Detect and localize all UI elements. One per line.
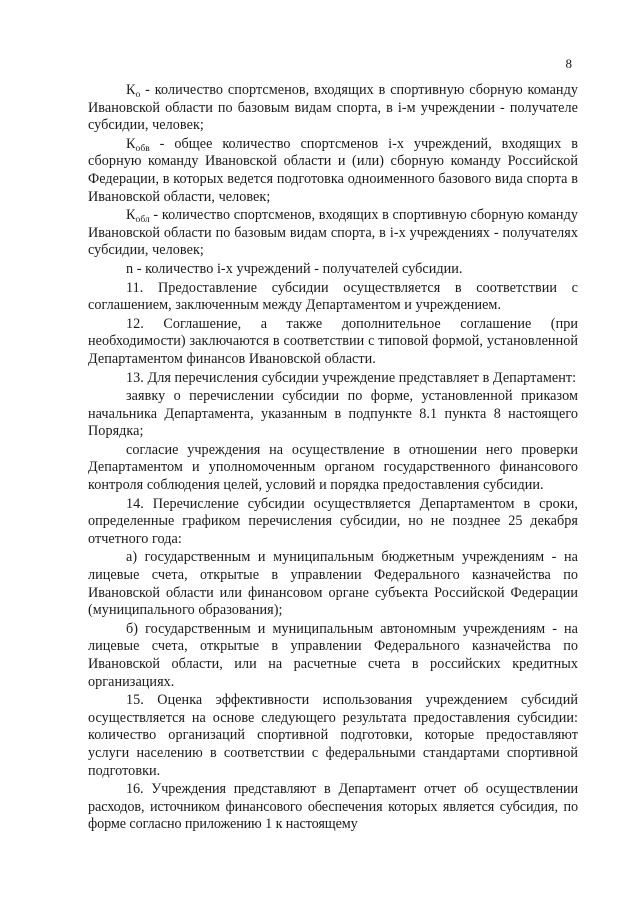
paragraph-n-definition: n - количество i-х учреждений - получателей субсидии. [126, 260, 463, 277]
paragraph-item-15: 15. Оценка эффективности использования учреждением субсидий осуществляется на основе следующего результата предоставления субсидии: количество организаций спортивной подготовки, которые предоставляют услуги населению в соответствии с федеральными стандартами спортивной подготовки. [88, 692, 578, 779]
document-body [88, 82, 578, 835]
symbol-subscript: обв [135, 143, 150, 154]
definition-text: - количество спортсменов, входящих в спортивную сборную команду Ивановской области по базовым видам спорта, в i-м учреждении - получателе субсидии, человек; [88, 82, 578, 134]
paragraph-kobl-definition [88, 207, 578, 260]
page-number: 8 [565, 56, 572, 71]
definition-text: - общее количество спортсменов i-х учреждений, входящих в сборную команду Ивановской области и (или) сборную команду Российской Федерации, в которых ведется подготовка одноименного базового вида спорта в Ивановской области, человек; [88, 135, 578, 205]
paragraph-item-11: 11. Предоставление субсидии осуществляется в соответствии с соглашением, заключенным между Департаментом и учреждением. [88, 279, 578, 314]
paragraph-item-14b: б) государственным и муниципальным автономным учреждениям - на лицевые счета, открытые в управлении Федерального казначейства по Ивановской области, или на расчетные счета в российских кредитных организациях. [88, 620, 578, 690]
paragraph-item-14: 14. Перечисление субсидии осуществляется Департаментом в сроки, определенные графиком перечисления субсидии, но не позднее 25 декабря отчетного года: [88, 495, 578, 547]
paragraph-item-13: 13. Для перечисления субсидии учреждение представляет в Департамент: [126, 369, 577, 386]
symbol-k: К [126, 135, 136, 152]
paragraph-item-13-application: заявку о перечислении субсидии по форме, установленной приказом начальника Департамента, указанным в подпункте 8.1 пункта 8 настоящего Порядка; [88, 388, 578, 440]
paragraph-item-16: 16. Учреждения представляют в Департамент отчет об осуществлении расходов, источником финансового обеспечения которых является субсидия, по форме согласно приложению 1 к настоящему [88, 781, 578, 833]
symbol-subscript: о [135, 90, 141, 100]
paragraph-item-12: 12. Соглашение, а также дополнительное соглашение (при необходимости) заключаются в соответствии с типовой формой, установленной Департаментом финансов Ивановской области. [88, 315, 578, 367]
definition-text: - количество спортсменов, входящих в спортивную сборную команду Ивановской области по базовым видам спорта, в i-х учреждениях - получателях субсидии, человек; [88, 207, 578, 259]
symbol-k: К [126, 207, 136, 224]
paragraph-ko-definition [88, 82, 578, 135]
paragraph-item-13-consent: согласие учреждения на осуществление в отношении него проверки Департаментом и уполномоченным органом государственного финансового контроля соблюдения целей, условий и порядка предоставления субсидии. [88, 441, 578, 494]
paragraph-kobv-definition [88, 136, 578, 206]
symbol-subscript: обл [135, 215, 150, 226]
paragraph-item-14a: а) государственным и муниципальным бюджетным учреждениям - на лицевые счета, открытые в управлении Федерального казначейства по Ивановской области или финансовом органе субъекта Российской Федерации (муниципального образования); [88, 549, 578, 619]
symbol-k: К [126, 82, 136, 98]
